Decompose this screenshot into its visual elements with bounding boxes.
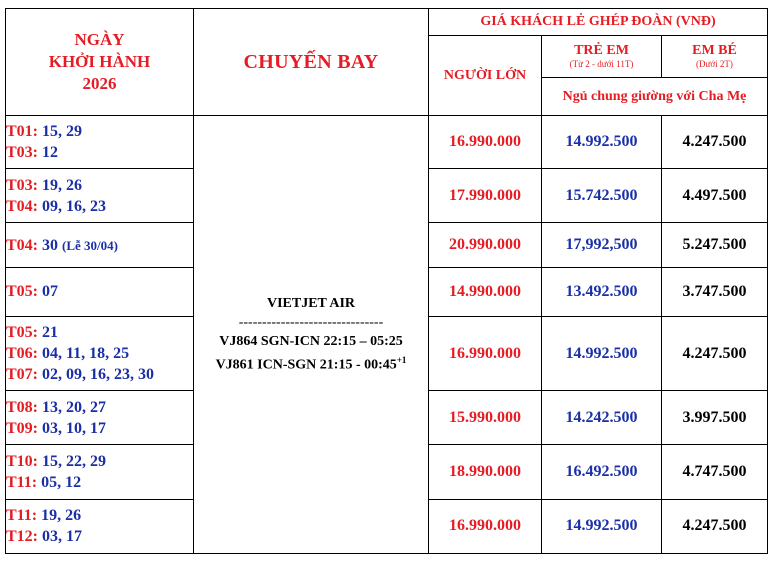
child-header <box>542 36 662 78</box>
month-label: T07: <box>6 366 38 384</box>
month-label: T05: <box>6 324 38 342</box>
infant-header <box>662 36 768 78</box>
outbound-flight: VJ864 SGN-ICN 22:15 – 05:25 <box>219 334 403 350</box>
departure-dates-cell <box>6 391 194 445</box>
child-price-cell: 14.992.500 <box>542 316 662 390</box>
departure-date-header-year: 2026 <box>82 74 117 93</box>
month-label: T04: <box>6 197 38 215</box>
month-label: T10: <box>6 453 38 471</box>
return-flight-text: VJ861 ICN-SGN 21:15 - 00:45 <box>215 357 397 373</box>
adult-price-cell: 15.990.000 <box>429 391 542 445</box>
adult-price-cell: 16.990.000 <box>429 499 542 553</box>
day-values: 02, 09, 16, 23, 30 <box>42 366 154 384</box>
infant-price-cell: 4.247.500 <box>662 316 768 390</box>
month-label: T03: <box>6 144 38 162</box>
day-values: 19, 26 <box>41 507 82 525</box>
infant-price-cell: 4.747.500 <box>662 445 768 499</box>
child-price-cell: 14.992.500 <box>542 499 662 553</box>
day-values: 30 <box>42 236 58 254</box>
departure-date-line <box>6 343 193 364</box>
departure-date-line <box>6 196 193 217</box>
infant-header-label: EM BÉ <box>692 42 737 58</box>
departure-dates-cell <box>6 223 194 267</box>
infant-price-cell: 4.247.500 <box>662 116 768 169</box>
adult-price-cell: 18.990.000 <box>429 445 542 499</box>
infant-price-cell: 5.247.500 <box>662 223 768 267</box>
month-label: T08: <box>6 398 38 416</box>
day-values: 15, 22, 29 <box>42 453 106 471</box>
child-price-cell: 16.492.500 <box>542 445 662 499</box>
month-label: T11: <box>6 507 38 525</box>
day-values: 03, 10, 17 <box>42 419 106 437</box>
departure-date-line <box>6 505 193 526</box>
day-values: 13, 20, 27 <box>42 398 106 416</box>
month-label: T06: <box>6 345 38 363</box>
next-day-marker: +1 <box>396 355 407 366</box>
child-price-cell: 17,992,500 <box>542 223 662 267</box>
infant-header-note: (Dưới 2T) <box>696 58 733 69</box>
departure-date-line <box>6 322 193 343</box>
departure-date-header <box>6 9 194 116</box>
month-label: T09: <box>6 419 38 437</box>
departure-dates-cell <box>6 499 194 553</box>
group-price-header: GIÁ KHÁCH LẺ GHÉP ĐOÀN (VNĐ) <box>429 9 768 36</box>
departure-date-line <box>6 175 193 196</box>
departure-date-line <box>6 281 193 302</box>
airline-name: VIETJET AIR <box>266 296 356 312</box>
departure-dates-cell <box>6 316 194 390</box>
departure-date-line <box>6 472 193 493</box>
adult-price-cell: 20.990.000 <box>429 223 542 267</box>
return-flight <box>194 351 428 375</box>
shared-bed-header: Ngủ chung giường với Cha Mẹ <box>542 78 768 116</box>
infant-price-cell: 3.997.500 <box>662 391 768 445</box>
day-values: 04, 11, 18, 25 <box>42 345 130 363</box>
departure-date-line <box>6 121 193 142</box>
table-row <box>6 116 768 169</box>
child-header-label: TRẺ EM <box>574 42 629 58</box>
month-label: T12: <box>6 528 38 546</box>
departure-date-line <box>6 526 193 547</box>
day-values: 03, 17 <box>42 528 82 546</box>
month-label: T01: <box>6 123 38 141</box>
day-values: 15, 29 <box>42 123 82 141</box>
flight-separator: ------------------------------- <box>238 315 384 331</box>
day-values: 21 <box>42 324 58 342</box>
adult-header: NGƯỜI LỚN <box>429 36 542 116</box>
infant-price-cell: 3.747.500 <box>662 267 768 316</box>
departure-date-line <box>6 235 193 256</box>
month-label: T11: <box>6 474 38 492</box>
departure-dates-cell <box>6 116 194 169</box>
departure-date-line <box>6 418 193 439</box>
day-values: 05, 12 <box>41 474 82 492</box>
departure-dates-cell <box>6 169 194 223</box>
adult-price-cell: 16.990.000 <box>429 316 542 390</box>
day-values: 07 <box>42 283 58 301</box>
adult-price-cell: 16.990.000 <box>429 116 542 169</box>
departure-date-line <box>6 142 193 163</box>
flight-header: CHUYẾN BAY <box>194 9 429 116</box>
departure-date-header-line1: NGÀY <box>74 30 125 49</box>
day-values: 09, 16, 23 <box>42 197 106 215</box>
departure-dates-cell <box>6 445 194 499</box>
infant-price-cell: 4.497.500 <box>662 169 768 223</box>
child-price-cell: 14.242.500 <box>542 391 662 445</box>
month-label: T04: <box>6 236 38 254</box>
holiday-note: (Lễ 30/04) <box>62 237 118 253</box>
price-table <box>5 8 768 554</box>
adult-price-cell: 17.990.000 <box>429 169 542 223</box>
child-price-cell: 14.992.500 <box>542 116 662 169</box>
departure-date-header-line2: KHỞI HÀNH <box>48 52 151 71</box>
day-values: 12 <box>42 144 58 162</box>
flight-info-cell <box>194 116 429 554</box>
departure-date-line <box>6 397 193 418</box>
infant-price-cell: 4.247.500 <box>662 499 768 553</box>
departure-dates-cell <box>6 267 194 316</box>
month-label: T05: <box>6 283 38 301</box>
adult-price-cell: 14.990.000 <box>429 267 542 316</box>
month-label: T03: <box>6 176 38 194</box>
child-price-cell: 15.742.500 <box>542 169 662 223</box>
day-values: 19, 26 <box>42 176 82 194</box>
child-price-cell: 13.492.500 <box>542 267 662 316</box>
departure-date-line <box>6 364 193 385</box>
child-header-note: (Từ 2 - dưới 11T) <box>569 58 634 69</box>
departure-date-line <box>6 451 193 472</box>
